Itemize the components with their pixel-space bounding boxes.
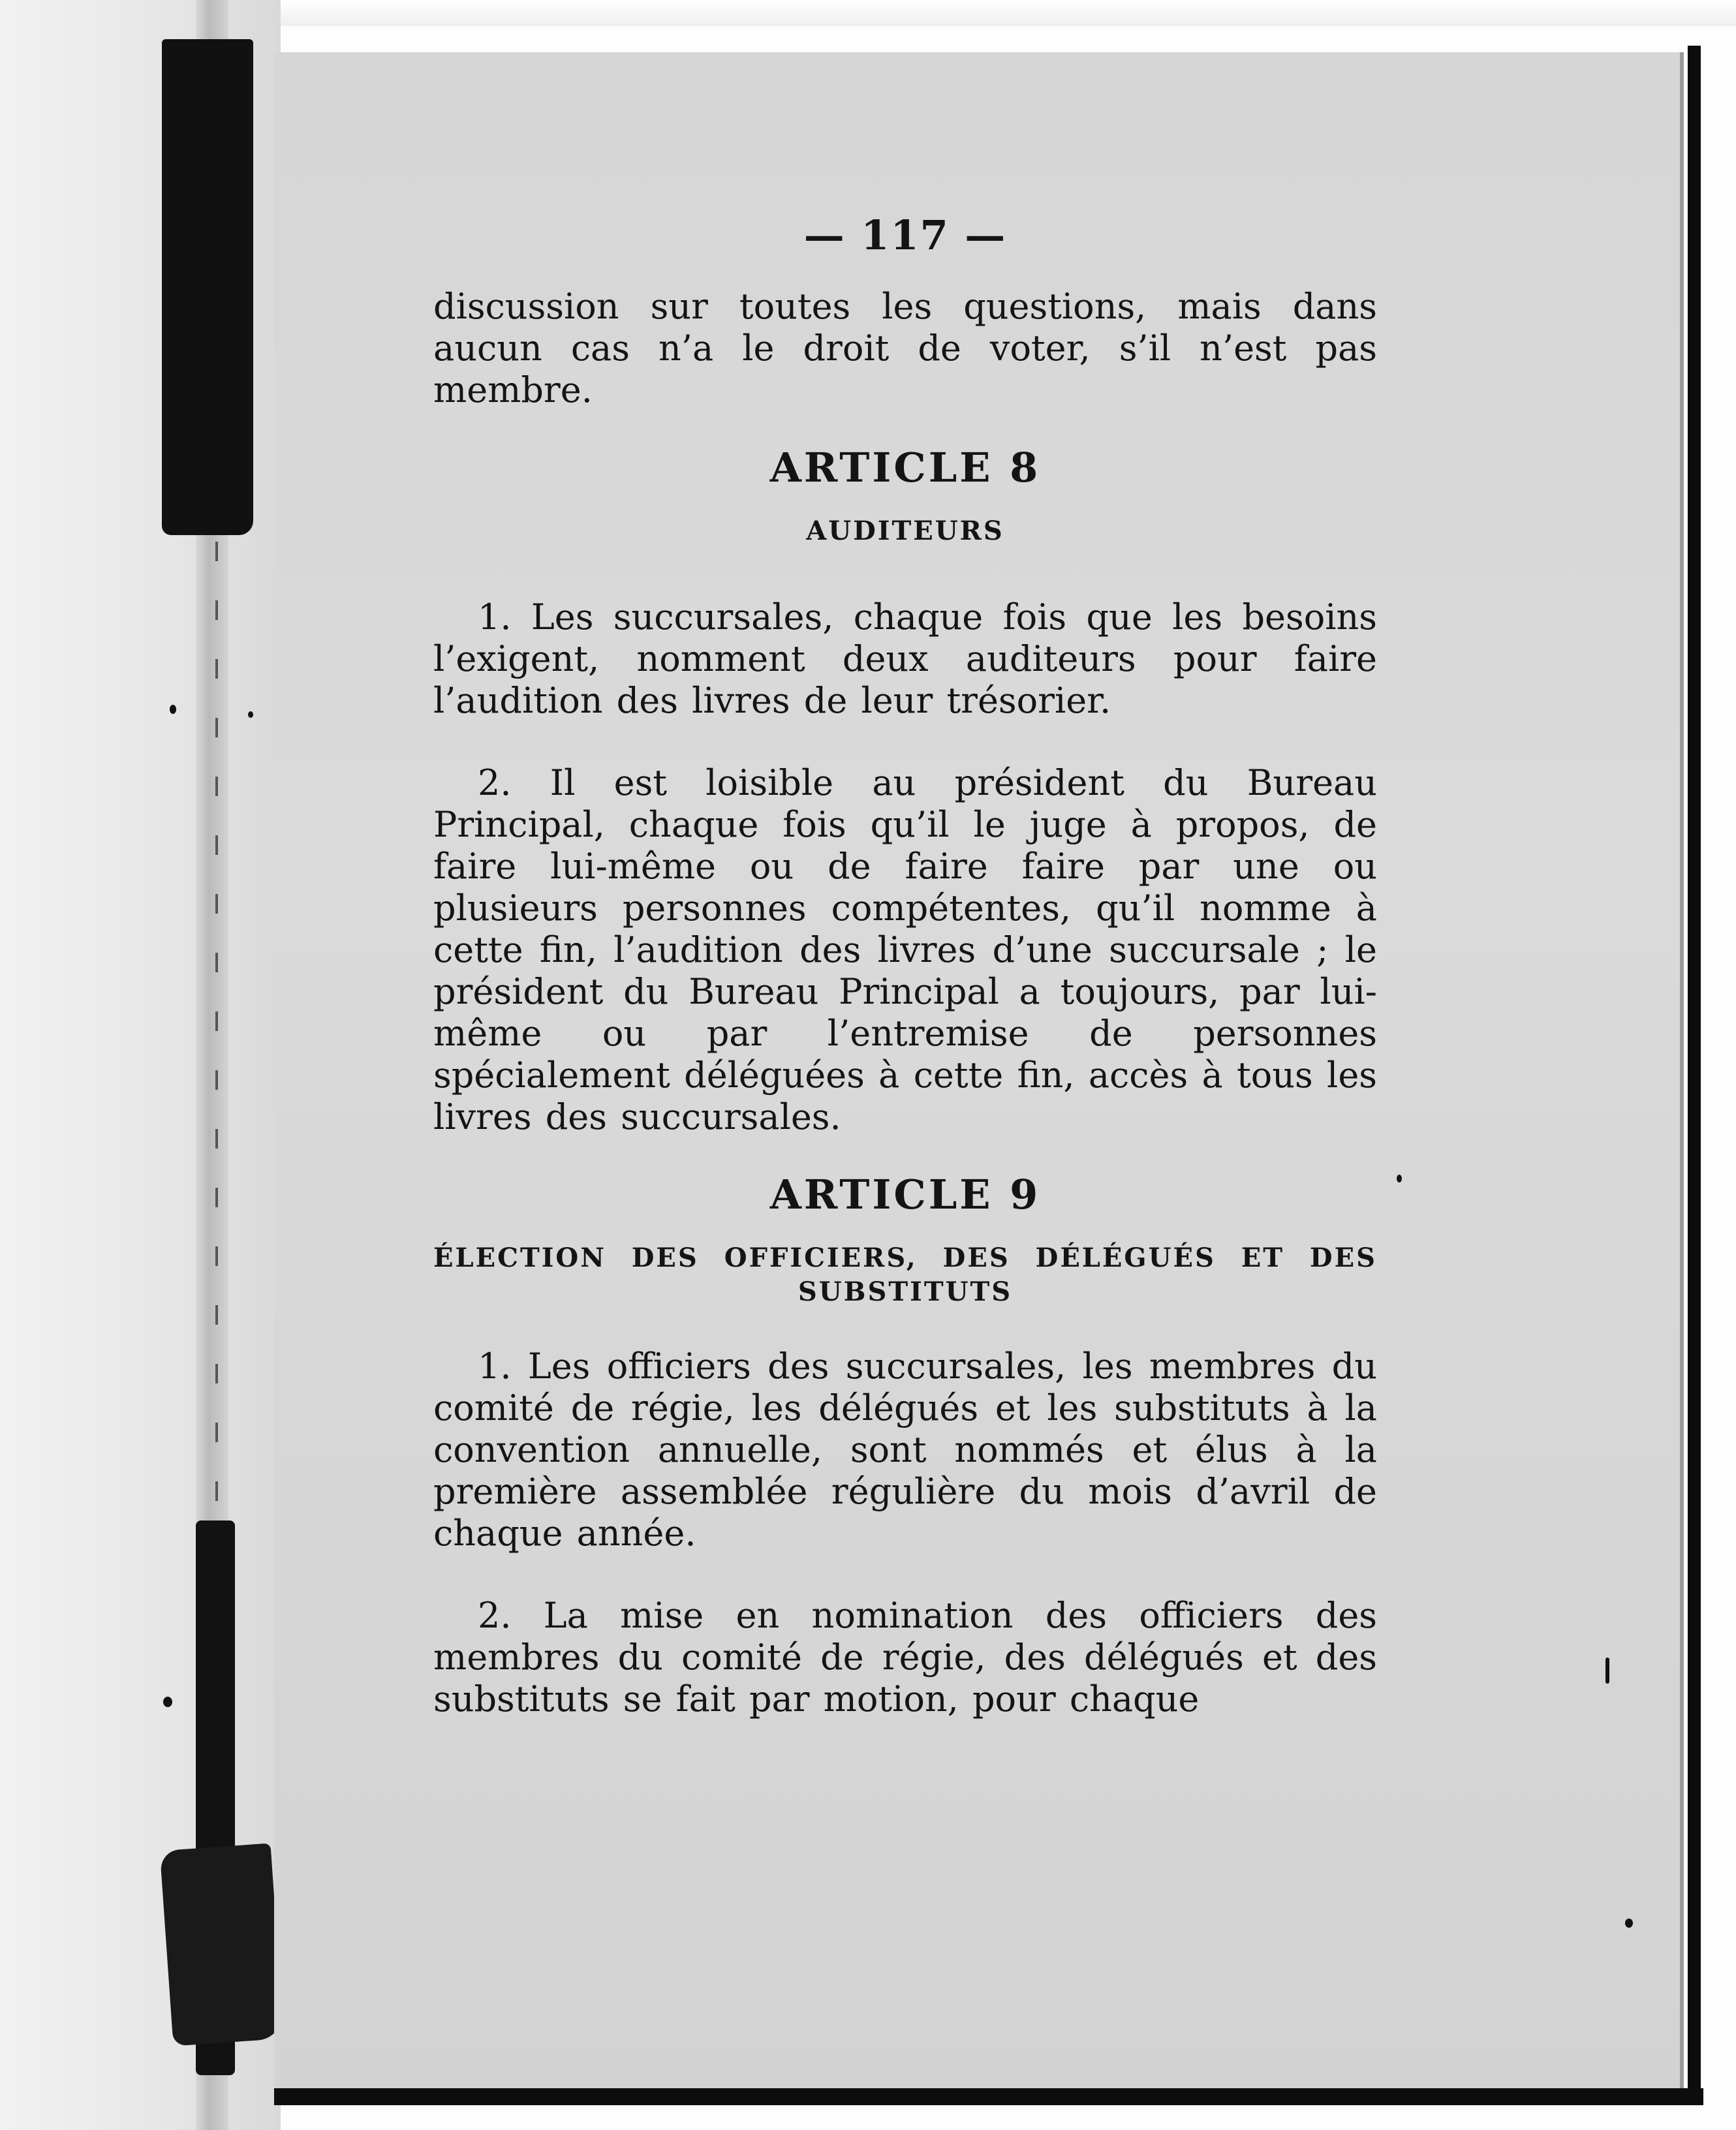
dust-speck <box>170 705 176 714</box>
dust-speck <box>248 711 253 718</box>
article-8-paragraph-2: 2. Il est loisible au président du Bureau Principal, chaque fois qu’il le juge à propos, de faire lui-même ou de faire faire par une ou plusieurs personnes compétentes, qu’il nomme à cette fin, l’audition des livres d’une succursale ; le président du Bureau Principal a toujours, par lui-même ou par l’entremise de personnes spécialement déléguées à cette fin, accès à tous les livres des succursales. <box>433 762 1377 1137</box>
page-right-edge <box>1688 46 1701 2095</box>
article-8-paragraph-1: 1. Les succursales, chaque fois que les besoins l’exigent, nomment deux auditeurs pour faire l’audition des livres de leur trésorier. <box>433 596 1377 721</box>
dust-speck <box>1605 1658 1609 1684</box>
article-8-heading: ARTICLE 8 <box>769 444 1041 491</box>
page-number: — 117 — <box>803 211 1007 259</box>
article-8-subheading: AUDITEURS <box>806 516 1004 546</box>
dust-speck <box>163 1697 172 1707</box>
dust-speck <box>1397 1175 1402 1182</box>
article-9-subheading: ÉLECTION DES OFFICIERS, DES DÉLÉGUÉS ET DES SUBSTITUTS <box>433 1242 1377 1307</box>
binding-stitches <box>215 542 218 1520</box>
dust-speck <box>1625 1919 1633 1928</box>
article-9-paragraph-2: 2. La mise en nomination des officiers des membres du comité de régie, des délégués et des substituts se fait par motion, pour chaque <box>433 1595 1377 1720</box>
binding-tape-torn <box>160 1843 285 2046</box>
opening-paragraph: discussion sur toutes les questions, mais dans aucun cas n’a le droit de voter, s’il n’est pas membre. <box>433 286 1377 410</box>
page-bottom-edge <box>274 2088 1703 2105</box>
page-text <box>433 211 1377 1720</box>
binding-tape-top <box>162 39 253 535</box>
article-9-heading: ARTICLE 9 <box>769 1171 1041 1218</box>
article-9-paragraph-1: 1. Les officiers des succursales, les membres du comité de régie, les délégués et les substituts à la convention annuelle, sont nommés et élus à la première assemblée régulière du mois d’avril de chaque année. <box>433 1346 1377 1554</box>
